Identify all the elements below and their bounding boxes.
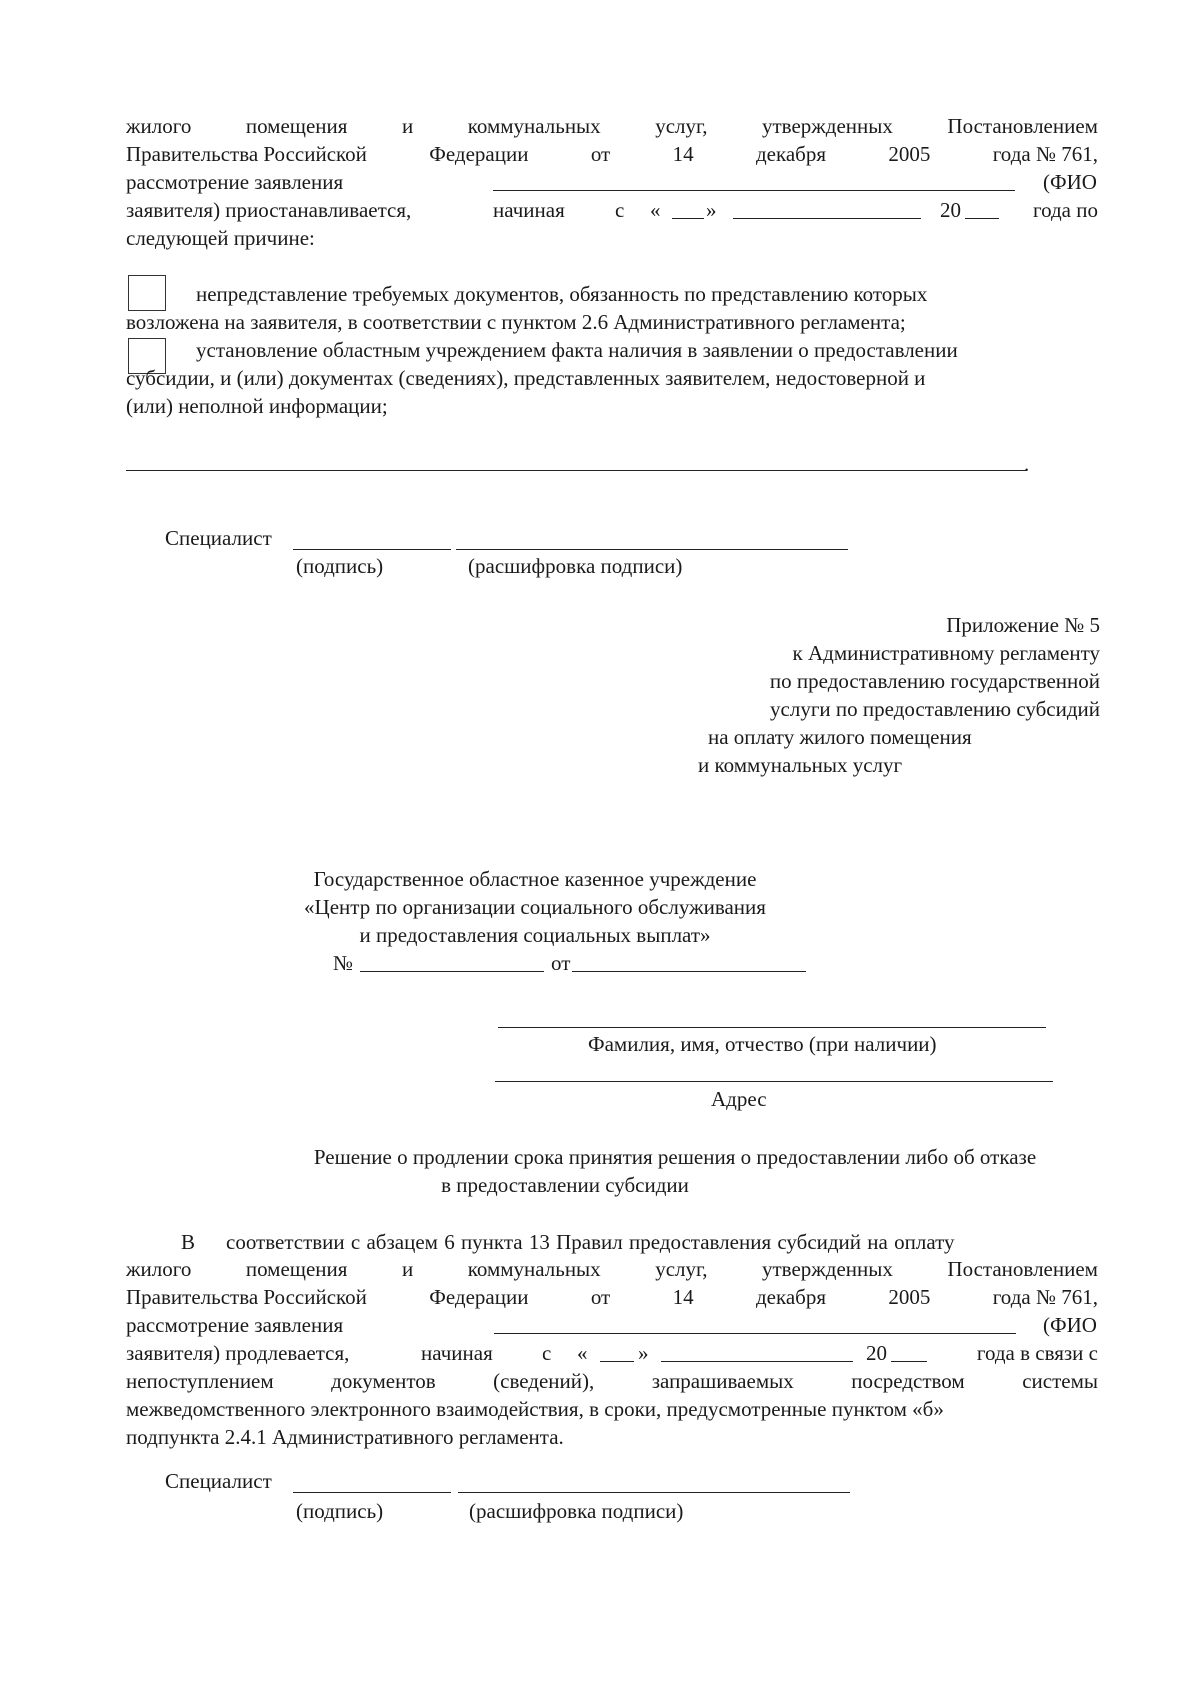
word: помещения — [245, 114, 348, 138]
word: Правительства Российской — [126, 1285, 367, 1309]
word: и — [401, 1257, 414, 1281]
applicant-name-blank[interactable] — [493, 190, 1015, 191]
word: системы — [1022, 1369, 1098, 1393]
month-blank-2[interactable] — [661, 1361, 853, 1362]
top-line-4-left: заявителя) приостанавливается, — [126, 198, 412, 222]
word: непоступлением — [126, 1369, 274, 1393]
word: коммунальных — [467, 114, 601, 138]
open-quote: « — [650, 198, 661, 222]
word: помещения — [245, 1257, 348, 1281]
appendix-line-6: и коммунальных услуг — [698, 753, 903, 777]
word: 2005 — [888, 1285, 931, 1309]
month-blank[interactable] — [733, 218, 921, 219]
number-blank[interactable] — [360, 971, 544, 972]
word-goda-po: года по — [1033, 198, 1098, 222]
recipient-name-blank[interactable] — [498, 1027, 1046, 1028]
word: от — [590, 142, 611, 166]
recipient-name-caption: Фамилия, имя, отчество (при наличии) — [588, 1032, 937, 1056]
date-from-label: от — [551, 951, 571, 975]
body-line-4-left: рассмотрение заявления — [126, 1313, 344, 1337]
year-blank[interactable] — [965, 218, 999, 219]
body-line-3 — [126, 1285, 1098, 1313]
appendix-title: Приложение № 5 — [946, 613, 1100, 637]
word: документов — [331, 1369, 436, 1393]
top-line-3-right: (ФИО — [1043, 170, 1097, 194]
appendix-line-4: услуги по предоставлению субсидий — [770, 697, 1100, 721]
close-quote: » — [706, 198, 717, 222]
word: коммунальных — [467, 1257, 601, 1281]
body-line-1-first: В — [181, 1230, 196, 1254]
day-blank-2[interactable] — [600, 1361, 634, 1362]
reason-1-line-1: непредставление требуемых документов, обязанность по представлению которых — [196, 282, 928, 306]
word: услуг, — [655, 1257, 708, 1281]
word: Постановлением — [947, 114, 1098, 138]
reason-1-checkbox[interactable] — [128, 275, 166, 311]
institution-line-2: «Центр по организации социального обслуживания — [304, 895, 766, 919]
specialist-label-2: Специалист — [165, 1469, 272, 1493]
reason-2-line-3: (или) неполной информации; — [126, 394, 388, 418]
word: запрашиваемых — [651, 1369, 794, 1393]
word: Федерации — [429, 142, 529, 166]
decision-title-line-1: Решение о продлении срока принятия решения о предоставлении либо об отказе — [313, 1145, 1037, 1169]
signature-caption-2: (подпись) — [296, 1499, 384, 1523]
word: 14 — [672, 142, 694, 166]
word: года № 761, — [992, 142, 1098, 166]
body-line-2 — [126, 1257, 1098, 1285]
institution-line-1: Государственное областное казенное учреждение — [313, 867, 757, 891]
decision-title-line-2: в предоставлении субсидии — [441, 1173, 689, 1197]
body-line-8: подпункта 2.4.1 Административного регламента. — [126, 1425, 564, 1449]
top-line-2 — [126, 142, 1098, 170]
signature-decode-caption-2: (расшифровка подписи) — [469, 1499, 684, 1523]
word: декабря — [755, 142, 826, 166]
word: утвержденных — [762, 114, 893, 138]
word: и — [401, 114, 414, 138]
recipient-address-blank[interactable] — [495, 1081, 1053, 1082]
word: услуг, — [655, 114, 708, 138]
specialist-label: Специалист — [165, 526, 272, 550]
top-line-1 — [126, 114, 1098, 142]
word-goda-v-svyazi: года в связи с — [976, 1341, 1098, 1365]
number-label: № — [333, 951, 354, 975]
reason-2-line-1: установление областным учреждением факта наличия в заявлении о предоставлении — [196, 338, 958, 362]
body-line-1-rest: соответствии с абзацем 6 пункта 13 Правил предоставления субсидий на оплату — [226, 1230, 955, 1254]
appendix-line-5: на оплату жилого помещения — [708, 725, 972, 749]
other-reason-period: . — [1024, 452, 1030, 476]
year-prefix-2: 20 — [866, 1341, 887, 1365]
signature-decode-blank[interactable] — [456, 549, 848, 550]
body-line-6 — [126, 1369, 1098, 1397]
word: Федерации — [429, 1285, 529, 1309]
signature-decode-caption: (расшифровка подписи) — [468, 554, 683, 578]
institution-line-3: и предоставления социальных выплат» — [359, 923, 711, 947]
signature-decode-blank-2[interactable] — [458, 1492, 850, 1493]
signature-blank[interactable] — [293, 549, 451, 550]
close-quote-2: » — [638, 1341, 649, 1365]
word: года № 761, — [992, 1285, 1098, 1309]
top-line-5: следующей причине: — [126, 226, 315, 250]
word: Постановлением — [947, 1257, 1098, 1281]
signature-caption: (подпись) — [296, 554, 384, 578]
word: посредством — [851, 1369, 965, 1393]
other-reason-blank[interactable] — [126, 470, 1026, 471]
appendix-line-3: по предоставлению государственной — [769, 669, 1100, 693]
applicant-name-blank-2[interactable] — [494, 1333, 1016, 1334]
open-quote-2: « — [577, 1341, 588, 1365]
word: 2005 — [888, 142, 931, 166]
word: жилого — [126, 1257, 192, 1281]
top-line-3-left: рассмотрение заявления — [126, 170, 344, 194]
body-line-5-left: заявителя) продлевается, — [126, 1341, 350, 1365]
word: Правительства Российской — [126, 142, 367, 166]
year-blank-2[interactable] — [891, 1361, 927, 1362]
signature-blank-2[interactable] — [293, 1492, 451, 1493]
day-blank[interactable] — [672, 218, 704, 219]
word: жилого — [126, 114, 192, 138]
word: (сведений), — [493, 1369, 595, 1393]
word: утвержденных — [762, 1257, 893, 1281]
word-nachinaya: начиная — [493, 198, 565, 222]
year-prefix: 20 — [940, 198, 961, 222]
reason-1-line-2: возложена на заявителя, в соответствии с пунктом 2.6 Административного регламента; — [126, 310, 906, 334]
body-line-7: межведомственного электронного взаимодействия, в сроки, предусмотренные пунктом «б» — [126, 1397, 944, 1421]
body-line-4-right: (ФИО — [1043, 1313, 1097, 1337]
word-s-2: с — [542, 1341, 552, 1365]
word: от — [590, 1285, 611, 1309]
reason-2-line-2: субсидии, и (или) документах (сведениях), представленных заявителем, недостоверной и — [126, 366, 926, 390]
word-s: с — [615, 198, 625, 222]
word: 14 — [672, 1285, 694, 1309]
recipient-address-caption: Адрес — [711, 1087, 767, 1111]
word: декабря — [755, 1285, 826, 1309]
word-nachinaya-2: начиная — [421, 1341, 493, 1365]
date-blank[interactable] — [572, 971, 806, 972]
appendix-line-2: к Административному регламенту — [792, 641, 1100, 665]
